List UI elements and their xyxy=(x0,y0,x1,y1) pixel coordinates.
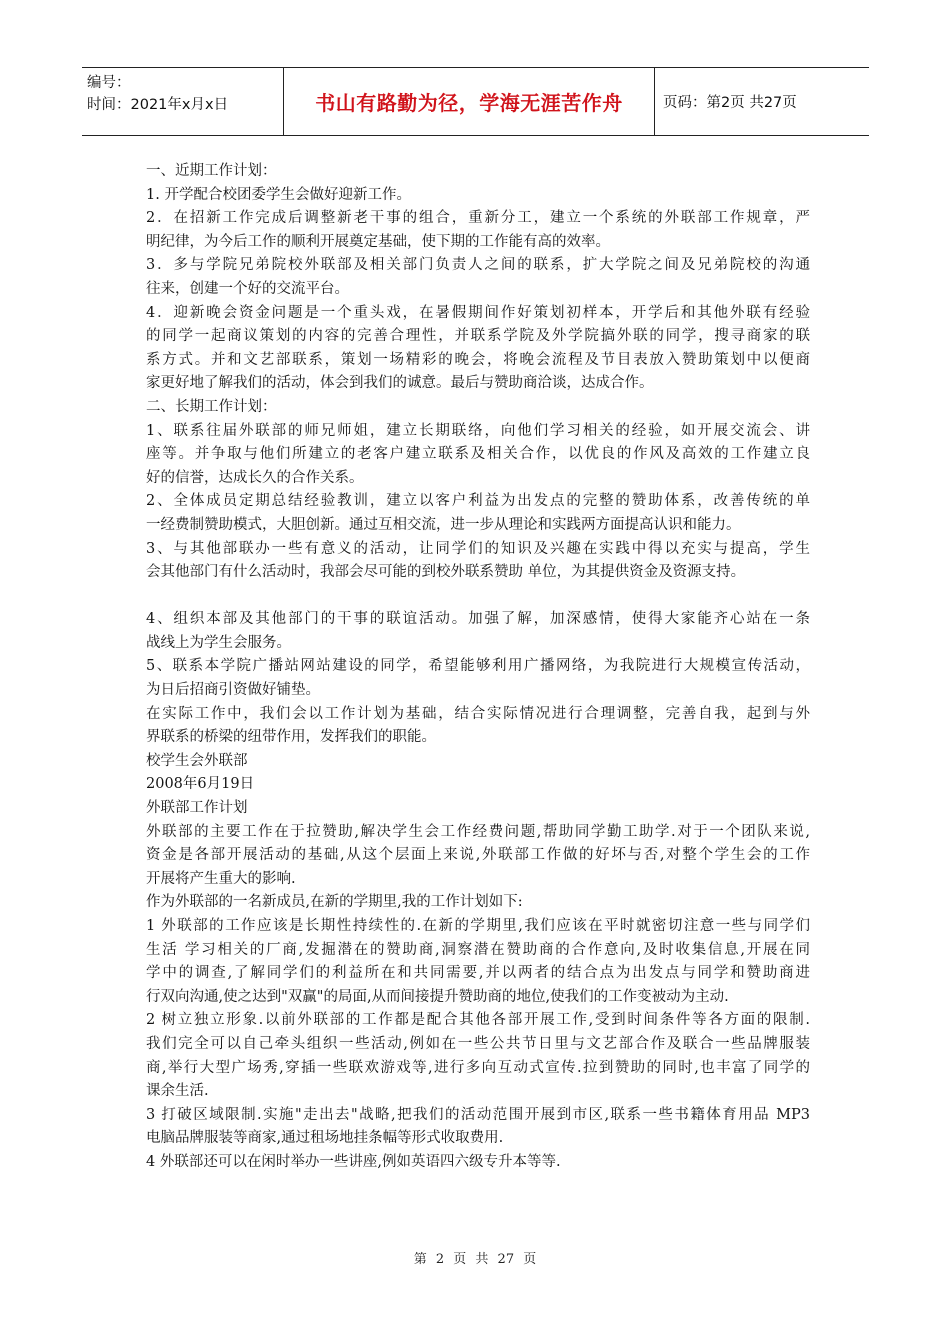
text-line: 系方式。并和文艺部联系，策划一场精彩的晚会，将晚会流程及节目表放入赞助策划中以便商 xyxy=(146,351,810,368)
text-line: 2、全体成员定期总结经验教训，建立以客户利益为出发点的完整的赞助体系，改善传统的单 xyxy=(146,493,810,510)
text-line xyxy=(146,585,810,609)
text-line: 战线上为学生会服务。 xyxy=(146,634,291,651)
text-line: 1 外联部的工作应该是长期性持续性的.在新的学期里,我们应该在平时就密切注意一些与同学们 xyxy=(146,918,810,934)
page-header xyxy=(82,67,869,136)
header-motto: 书山有路勤为径，学海无涯苦作舟 xyxy=(284,68,655,135)
text-line: 2．在招新工作完成后调整新老干事的组合，重新分工，建立一个系统的外联部工作规章，严 xyxy=(146,210,810,227)
text-line: 2 树立独立形象.以前外联部的工作都是配合其他各部开展工作,受到时间条件等各方面的限制. xyxy=(146,1012,810,1029)
text-line: 生活 学习相关的厂商,发掘潜在的赞助商,洞察潜在赞助商的合作意向,及时收集信息,开展在同 xyxy=(146,941,810,958)
text-line: 明纪律，为今后工作的顺利开展奠定基础，使下期的工作能有高的效率。 xyxy=(146,233,610,250)
header-meta xyxy=(82,68,284,135)
text-line: 好的信誉，达成长久的合作关系。 xyxy=(146,469,364,486)
text-line: 我们完全可以自己牵头组织一些活动,例如在一些公共节日里与文艺部合作及联合一些品牌服装 xyxy=(146,1035,810,1052)
text-line: 商,举行大型广场秀,穿插一些联欢游戏等,进行多向互动式宣传.拉到赞助的同时,也丰富了同学的 xyxy=(146,1059,810,1076)
text-line: 行双向沟通,使之达到"双赢"的局面,从而间接提升赞助商的地位,使我们的工作变被动为主动. xyxy=(146,988,729,1005)
text-line: 课余生活. xyxy=(146,1083,209,1100)
text-line: 资金是各部开展活动的基础,从这个层面上来说,外联部工作做的好坏与否,对整个学生会的工作 xyxy=(146,847,810,864)
text-line: 外联部工作计划 xyxy=(146,800,248,817)
text-line: 学中的调查,了解同学们的利益所在和共同需要,并以两者的结合点为出发点与同学和赞助商进 xyxy=(146,965,810,982)
time-label: 时间：2021年x月x日 xyxy=(87,97,229,113)
text-line: 会其他部门有什么活动时，我部会尽可能的到校外联系赞助 单位，为其提供资金及资源支持。 xyxy=(146,564,746,581)
page-footer: 第 2 页 共 27 页 xyxy=(413,1252,537,1267)
text-line: 外联部的主要工作在于拉赞助,解决学生会工作经费问题,帮助同学勤工助学.对于一个团队来说, xyxy=(146,823,810,840)
text-line: 4．迎新晚会资金问题是一个重头戏，在暑假期间作好策划初样本，开学后和其他外联有经验 xyxy=(146,304,810,321)
header-page-label: 页码：第2页 共27页 xyxy=(663,95,797,111)
text-line: 5、联系本学院广播站网站建设的同学，希望能够利用广播网络，为我院进行大规模宣传活动， xyxy=(146,658,810,675)
serial-label: 编号： xyxy=(87,75,131,91)
text-line: 4、组织本部及其他部门的干事的联谊活动。加强了解，加深感情，使得大家能齐心站在一条 xyxy=(146,611,810,628)
text-line: 电脑品牌服装等商家,通过租场地挂条幅等形式收取费用. xyxy=(146,1130,504,1147)
text-line: 在实际工作中，我们会以工作计划为基础，结合实际情况进行合理调整，完善自我，起到与外 xyxy=(146,705,810,722)
text-line: 的同学一起商议策划的内容的完善合理性，并联系学院及外学院搞外联的同学，搜寻商家的联 xyxy=(146,328,810,345)
text-line: 2008年6月19日 xyxy=(146,776,255,793)
text-line: 二、长期工作计划： xyxy=(146,398,277,415)
text-line: 往来，创建一个好的交流平台。 xyxy=(146,280,349,297)
text-line: 界联系的桥梁的纽带作用，发挥我们的职能。 xyxy=(146,729,436,746)
text-line: 3 打破区域限制.实施"走出去"战略,把我们的活动范围开展到市区,联系一些书籍体育用品 MP3 xyxy=(146,1106,810,1123)
text-line: 为日后招商引资做好铺垫。 xyxy=(146,682,320,699)
document-body xyxy=(146,160,810,1175)
text-line: 3．多与学院兄弟院校外联部及相关部门负责人之间的联系，扩大学院之间及兄弟院校的沟通 xyxy=(146,257,810,274)
text-line: 开展将产生重大的影响. xyxy=(146,870,296,887)
text-line: 家更好地了解我们的活动，体会到我们的诚意。最后与赞助商洽谈，达成合作。 xyxy=(146,375,654,392)
text-line: 一经费制赞助模式，大胆创新。通过互相交流，进一步从理论和实践两方面提高认识和能力。 xyxy=(146,516,741,533)
text-line: 座等。并争取与他们所建立的老客户建立联系及相关合作，以优良的作风及高效的工作建立良 xyxy=(146,446,810,463)
text-line: 校学生会外联部 xyxy=(146,752,248,769)
text-line: 作为外联部的一名新成员,在新的学期里,我的工作计划如下: xyxy=(146,894,523,911)
text-line: 3、与其他部联办一些有意义的活动，让同学们的知识及兴趣在实践中得以充实与提高，学生 xyxy=(146,540,810,557)
text-line: 1. 开学配合校团委学生会做好迎新工作。 xyxy=(146,186,411,203)
text-line: 1、联系往届外联部的师兄师姐，建立长期联络，向他们学习相关的经验，如开展交流会、讲 xyxy=(146,422,810,439)
text-line: 一、近期工作计划： xyxy=(146,163,277,179)
text-line: 4 外联部还可以在闲时举办一些讲座,例如英语四六级专升本等等. xyxy=(146,1153,561,1170)
